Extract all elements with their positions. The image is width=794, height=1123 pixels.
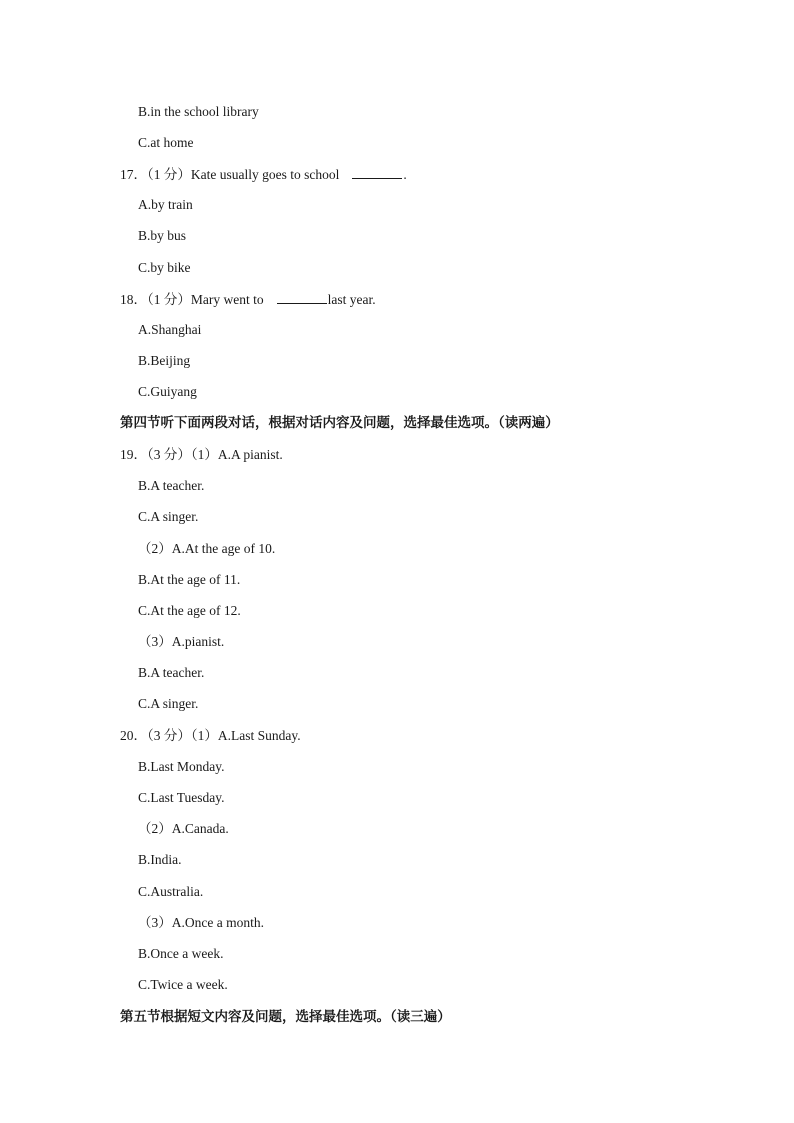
- q18-answer-blank: [277, 290, 327, 304]
- q20-p3-option-a: （3）A.Once a month.: [138, 915, 264, 930]
- q16-option-c: C.at home: [138, 135, 194, 150]
- q19-p3-option-b: B.A teacher.: [138, 665, 205, 680]
- q17-stem-text: 17．（1 分）Kate usually goes to school: [120, 167, 340, 182]
- q19-p2-option-b: B.At the age of 11.: [138, 572, 241, 587]
- q17-option-b: B.by bus: [138, 228, 187, 243]
- q17-option-c: C.by bike: [138, 260, 191, 275]
- q19-p3-option-c: C.A singer.: [138, 696, 199, 711]
- q20-p2-option-b: B.India.: [138, 852, 182, 867]
- q17-stem-end: .: [403, 167, 407, 182]
- q18-option-b: B.Beijing: [138, 353, 191, 368]
- q18-option-a: A.Shanghai: [138, 322, 202, 337]
- q19-p3-option-a: （3）A.pianist.: [138, 634, 225, 649]
- q20-p2-option-c: C.Australia.: [138, 884, 204, 899]
- q19-stem: 19．（3 分）（1）A.A pianist.: [120, 447, 283, 462]
- q16-option-b: B.in the school library: [138, 104, 259, 119]
- q20-p2-option-a: （2）A.Canada.: [138, 821, 229, 836]
- q18-stem: [120, 290, 376, 308]
- q20-p1-option-c: C.Last Tuesday.: [138, 790, 225, 805]
- q18-stem-text: 18．（1 分）Mary went to: [120, 292, 264, 307]
- section-5-heading: 第五节根据短文内容及问题，选择最佳选项。（读三遍）: [120, 1009, 451, 1024]
- q20-stem: 20．（3 分）（1）A.Last Sunday.: [120, 728, 301, 743]
- q18-stem-end: last year.: [327, 292, 376, 307]
- q17-option-a: A.by train: [138, 197, 193, 212]
- q17-answer-blank: [352, 165, 402, 179]
- section-4-heading: 第四节听下面两段对话，根据对话内容及问题，选择最佳选项。（读两遍）: [120, 415, 559, 430]
- q20-p3-option-c: C.Twice a week.: [138, 977, 228, 992]
- q19-p1-option-c: C.A singer.: [138, 509, 199, 524]
- q20-p1-option-b: B.Last Monday.: [138, 759, 225, 774]
- q19-p1-option-b: B.A teacher.: [138, 478, 205, 493]
- q19-p2-option-a: （2）A.At the age of 10.: [138, 541, 276, 556]
- q19-p2-option-c: C.At the age of 12.: [138, 603, 241, 618]
- q20-p3-option-b: B.Once a week.: [138, 946, 224, 961]
- q17-stem: [120, 165, 407, 183]
- q18-option-c: C.Guiyang: [138, 384, 197, 399]
